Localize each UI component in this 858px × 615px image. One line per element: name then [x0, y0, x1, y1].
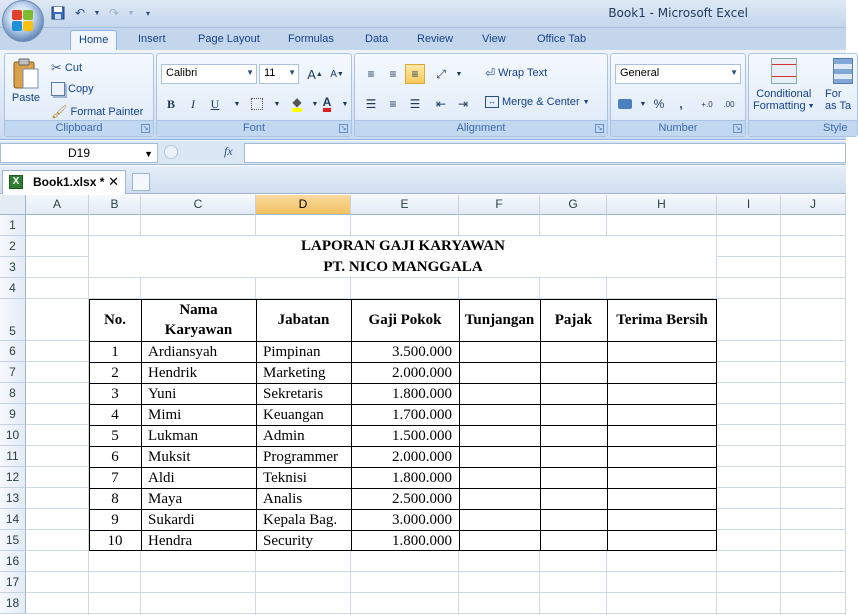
- chevron-down-icon: ▼: [246, 68, 254, 77]
- column-header-c[interactable]: C: [141, 195, 256, 215]
- cell-nama[interactable]: Maya: [148, 491, 183, 507]
- row-header-6[interactable]: 6: [0, 341, 26, 362]
- ribbon: [0, 50, 852, 140]
- chevron-down-icon: ▼: [582, 98, 590, 106]
- cell-jabatan[interactable]: Programmer: [263, 449, 338, 465]
- cell-nama[interactable]: Sukardi: [148, 512, 195, 528]
- column-header-h[interactable]: H: [607, 195, 717, 215]
- orientation-dropdown-icon[interactable]: ▼: [455, 70, 463, 78]
- align-middle-icon[interactable]: ≡: [389, 67, 397, 81]
- cell-jabatan[interactable]: Kepala Bag.: [263, 512, 338, 528]
- shrink-font-icon[interactable]: A ▼: [330, 68, 344, 80]
- bold-icon[interactable]: B: [166, 96, 175, 111]
- orientation-icon[interactable]: ⤢: [436, 66, 446, 81]
- merge-center-label: Merge & Center: [502, 96, 580, 108]
- cut-button[interactable]: [51, 60, 82, 76]
- column-header-b[interactable]: B: [89, 195, 141, 215]
- header-nama-line2: Karyawan: [164, 322, 233, 338]
- grow-font-icon[interactable]: A ▲: [307, 66, 323, 82]
- tab-page-layout[interactable]: Page Layout: [198, 33, 260, 45]
- cell-no[interactable]: 6: [111, 449, 119, 465]
- excel-file-icon: X: [9, 175, 23, 189]
- cell-nama[interactable]: Hendrik: [148, 365, 198, 381]
- header-gaji: Gaji Pokok: [368, 312, 442, 328]
- format-as-table-button[interactable]: [825, 58, 853, 112]
- tab-data[interactable]: Data: [365, 33, 389, 45]
- header-tunjangan: Tunjangan: [464, 312, 535, 328]
- tab-formulas[interactable]: Formulas: [288, 33, 334, 45]
- styles-group-label: Style: [749, 120, 857, 136]
- cell-no[interactable]: 5: [111, 428, 119, 444]
- wrap-text-label: Wrap Text: [498, 67, 548, 79]
- font-name-combo[interactable]: [161, 64, 257, 84]
- report-title: LAPORAN GAJI KARYAWAN: [301, 238, 505, 254]
- gridline-col: [845, 215, 846, 615]
- row-header-2[interactable]: 2: [0, 236, 26, 257]
- name-box-value: D19: [67, 146, 90, 160]
- chevron-down-icon: ▼: [807, 102, 815, 110]
- cell-gaji[interactable]: 2.000.000: [392, 365, 452, 381]
- font-launcher-icon[interactable]: ↘: [340, 125, 347, 132]
- workbook-tab[interactable]: [2, 170, 126, 194]
- cell-no[interactable]: 4: [111, 407, 119, 423]
- cell-nama[interactable]: Hendra: [148, 533, 193, 549]
- column-header-g[interactable]: G: [540, 195, 607, 215]
- name-box[interactable]: [0, 143, 158, 163]
- clipboard-group-label: Clipboard: [5, 120, 153, 136]
- cell-jabatan[interactable]: Marketing: [263, 365, 326, 381]
- align-right-icon[interactable]: ☰: [409, 97, 421, 111]
- cell-gaji[interactable]: 1.800.000: [392, 533, 452, 549]
- wrap-text-button[interactable]: [485, 66, 547, 80]
- cell-no[interactable]: 1: [111, 344, 119, 360]
- tab-view[interactable]: View: [482, 33, 506, 45]
- redo-dropdown-icon[interactable]: ▼: [127, 9, 135, 17]
- cell-gaji[interactable]: 1.800.000: [392, 386, 452, 402]
- cell-nama[interactable]: Ardiansyah: [148, 344, 218, 360]
- workbook-tab-bar: [0, 166, 846, 194]
- header-pajak: Pajak: [554, 312, 593, 328]
- cell-nama[interactable]: Aldi: [148, 470, 175, 486]
- close-icon[interactable]: ✕: [108, 174, 119, 189]
- wrap-text-icon: ⏎: [485, 66, 496, 80]
- align-top-icon[interactable]: ≡: [367, 67, 375, 81]
- cell-gaji[interactable]: 1.800.000: [392, 470, 452, 486]
- cell-no[interactable]: 10: [107, 533, 123, 549]
- number-launcher-icon[interactable]: ↘: [734, 125, 741, 132]
- gridline-row: [26, 592, 846, 593]
- font-group: [156, 53, 352, 137]
- styles-group: [748, 53, 858, 137]
- cell-no[interactable]: 9: [111, 512, 119, 528]
- office-logo-icon: [12, 10, 34, 32]
- gridline-row: [26, 613, 846, 614]
- font-group-label: Font: [157, 120, 351, 136]
- cell-no[interactable]: 3: [111, 386, 119, 402]
- select-all-corner[interactable]: [0, 195, 26, 215]
- office-button[interactable]: [2, 0, 44, 42]
- tab-home[interactable]: Home: [70, 30, 117, 50]
- cell-gaji[interactable]: 3.500.000: [392, 344, 452, 360]
- row-header-16[interactable]: 16: [0, 551, 26, 572]
- undo-dropdown-icon[interactable]: ▼: [93, 9, 101, 17]
- chevron-down-icon: ▼: [144, 149, 153, 159]
- row-header-10[interactable]: 10: [0, 425, 26, 446]
- cell-nama[interactable]: Lukman: [148, 428, 198, 444]
- cell-gaji[interactable]: 1.500.000: [392, 428, 452, 444]
- header-terima: Terima Bersih: [616, 312, 708, 328]
- cell-no[interactable]: 8: [111, 491, 119, 507]
- cell-jabatan[interactable]: Sekretaris: [263, 386, 323, 402]
- clipboard-launcher-icon[interactable]: ↘: [142, 125, 149, 132]
- title-bar: [0, 0, 846, 28]
- cut-label: Cut: [64, 62, 83, 74]
- paste-icon: [11, 58, 41, 90]
- ribbon-tabs: [0, 28, 846, 50]
- cell-gaji[interactable]: 3.000.000: [392, 512, 452, 528]
- row-header-5[interactable]: 5: [0, 299, 26, 341]
- company-title: PT. NICO MANGGALA: [323, 259, 483, 275]
- column-header-f[interactable]: F: [459, 195, 540, 215]
- fill-color-icon[interactable]: ◆: [287, 94, 307, 114]
- cell-gaji[interactable]: 1.700.000: [392, 407, 452, 423]
- row-header-3[interactable]: 3: [0, 257, 26, 278]
- tab-review[interactable]: Review: [417, 33, 454, 45]
- number-group: [610, 53, 746, 137]
- copy-icon: [51, 82, 65, 96]
- chevron-down-icon: ▼: [730, 68, 738, 77]
- clipboard-group: [4, 53, 154, 137]
- number-format-value: General: [620, 67, 660, 79]
- cell-jabatan[interactable]: Security: [263, 533, 313, 549]
- comma-style-icon[interactable]: ,: [679, 97, 683, 111]
- column-header-a[interactable]: A: [26, 195, 89, 215]
- row-header-17[interactable]: 17: [0, 572, 26, 593]
- decrease-decimal-icon[interactable]: .00: [723, 99, 735, 109]
- insert-function-icon[interactable]: fx: [224, 144, 233, 158]
- font-size-combo[interactable]: [259, 64, 299, 84]
- column-header-j[interactable]: J: [781, 195, 846, 215]
- undo-icon[interactable]: ↶: [74, 6, 86, 20]
- alignment-launcher-icon[interactable]: ↘: [596, 125, 603, 132]
- conditional-formatting-button[interactable]: [753, 58, 815, 112]
- customize-qat-icon[interactable]: ▾: [145, 8, 150, 18]
- merge-center-button[interactable]: [485, 96, 590, 108]
- cell-jabatan[interactable]: Pimpinan: [263, 344, 321, 360]
- underline-icon[interactable]: U: [210, 96, 220, 111]
- cell-no[interactable]: 7: [111, 470, 119, 486]
- cell-nama[interactable]: Mimi: [148, 407, 182, 423]
- borders-dropdown-icon[interactable]: ▼: [273, 100, 281, 108]
- format-as-table-label-1: For: [825, 88, 842, 100]
- accounting-format-icon[interactable]: [615, 94, 635, 114]
- format-painter-button[interactable]: [51, 104, 143, 120]
- merge-center-icon: ↔: [485, 96, 499, 108]
- conditional-formatting-icon: [771, 58, 797, 84]
- formula-input[interactable]: [244, 143, 846, 163]
- copy-button[interactable]: [51, 82, 94, 96]
- increase-indent-icon[interactable]: ⇥: [457, 97, 469, 111]
- percent-style-icon[interactable]: %: [653, 97, 665, 111]
- tab-office-tab[interactable]: Office Tab: [537, 33, 587, 45]
- row-header-1[interactable]: 1: [0, 215, 26, 236]
- cell-gaji[interactable]: 2.500.000: [392, 491, 452, 507]
- accounting-dropdown-icon[interactable]: ▼: [639, 100, 647, 108]
- borders-icon[interactable]: [247, 94, 267, 114]
- copy-label: Copy: [68, 83, 94, 95]
- row-header-4[interactable]: 4: [0, 278, 26, 299]
- row-header-11[interactable]: 11: [0, 446, 26, 467]
- new-tab-icon[interactable]: [132, 173, 150, 191]
- chevron-down-icon: ▼: [288, 68, 296, 77]
- cell-gaji[interactable]: 2.000.000: [392, 449, 452, 465]
- number-format-combo[interactable]: [615, 64, 741, 84]
- font-color-dropdown-icon[interactable]: ▼: [341, 100, 349, 108]
- formula-bar: [0, 141, 846, 165]
- decrease-indent-icon[interactable]: ⇤: [435, 97, 447, 111]
- header-jabatan: Jabatan: [277, 312, 330, 328]
- window-title: Book1 - Microsoft Excel: [608, 6, 748, 20]
- workbook-tab-label: Book1.xlsx *: [33, 175, 105, 189]
- paintbrush-icon: 🖌: [51, 104, 68, 119]
- format-as-table-label-2: as Ta: [825, 100, 852, 112]
- paste-button[interactable]: [11, 58, 41, 104]
- tab-insert[interactable]: Insert: [138, 33, 166, 45]
- conditional-formatting-label-1: Conditional: [756, 88, 812, 100]
- italic-icon[interactable]: I: [191, 96, 195, 111]
- conditional-formatting-label-2: Formatting: [753, 100, 806, 112]
- font-color-icon[interactable]: A: [317, 94, 337, 114]
- cell-no[interactable]: 2: [111, 365, 119, 381]
- cell-jabatan[interactable]: Analis: [263, 491, 303, 507]
- formula-tools: [160, 143, 244, 163]
- spreadsheet-grid[interactable]: [0, 195, 846, 608]
- alignment-group: [354, 53, 608, 137]
- header-no: No.: [103, 312, 127, 328]
- gridline-row: [26, 571, 846, 572]
- alignment-group-label: Alignment: [355, 120, 607, 136]
- underline-dropdown-icon[interactable]: ▼: [233, 100, 241, 108]
- cancel-formula-icon[interactable]: [164, 145, 178, 159]
- align-center-icon[interactable]: ≡: [389, 97, 397, 111]
- cell-jabatan[interactable]: Teknisi: [263, 470, 307, 486]
- gridline-col: [780, 215, 781, 615]
- row-header-15[interactable]: 15: [0, 530, 26, 551]
- row-header-14[interactable]: 14: [0, 509, 26, 530]
- row-header-13[interactable]: 13: [0, 488, 26, 509]
- row-header-7[interactable]: 7: [0, 362, 26, 383]
- cell-jabatan[interactable]: Keuangan: [263, 407, 324, 423]
- increase-decimal-icon[interactable]: +.0: [701, 99, 713, 109]
- column-header-d[interactable]: D: [256, 195, 351, 215]
- paste-label: Paste: [11, 92, 41, 104]
- cell-nama[interactable]: Muksit: [148, 449, 191, 465]
- row-header-8[interactable]: 8: [0, 383, 26, 404]
- font-size-value: 11: [264, 67, 276, 79]
- font-name-value: Calibri: [166, 67, 198, 79]
- row-header-18[interactable]: 18: [0, 593, 26, 614]
- format-as-table-icon: [833, 58, 853, 84]
- cell-nama[interactable]: Yuni: [148, 386, 177, 402]
- redo-icon[interactable]: ↷: [108, 6, 120, 20]
- align-bottom-icon[interactable]: ≡: [405, 64, 425, 84]
- column-header-i[interactable]: I: [717, 195, 781, 215]
- header-nama-line1: Nama: [179, 302, 218, 318]
- number-group-label: Number: [611, 120, 745, 136]
- column-header-e[interactable]: E: [351, 195, 459, 215]
- row-header-12[interactable]: 12: [0, 467, 26, 488]
- format-painter-label: Format Painter: [70, 106, 144, 118]
- cell-jabatan[interactable]: Admin: [263, 428, 305, 444]
- row-header-9[interactable]: 9: [0, 404, 26, 425]
- scissors-icon: ✂: [51, 60, 62, 75]
- fill-color-dropdown-icon[interactable]: ▼: [311, 100, 319, 108]
- align-left-icon[interactable]: ☰: [365, 97, 377, 111]
